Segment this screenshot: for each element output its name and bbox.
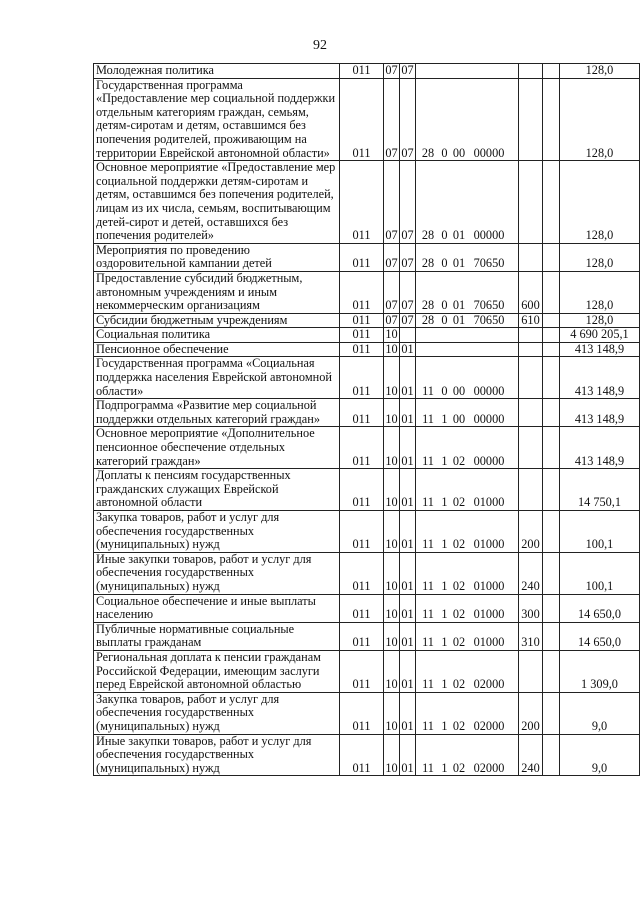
row-rz: 10	[384, 427, 400, 469]
csr-event: 02	[452, 760, 466, 775]
table-row	[94, 243, 640, 271]
row-amount: 128,0	[560, 78, 640, 161]
table-row	[94, 78, 640, 161]
row-ved: 011	[340, 161, 384, 244]
row-csr	[416, 511, 519, 553]
csr-event: 02	[452, 578, 466, 593]
csr-event: 00	[452, 383, 466, 398]
row-vr	[519, 650, 543, 692]
csr-subprogram: 1	[441, 411, 448, 426]
row-ved: 011	[340, 399, 384, 427]
row-vr: 600	[519, 271, 543, 313]
row-ved: 011	[340, 342, 384, 357]
row-empty	[543, 328, 560, 343]
csr-program: 11	[422, 495, 434, 510]
csr-event: 02	[452, 537, 466, 552]
row-vr	[519, 399, 543, 427]
row-rz: 10	[384, 734, 400, 776]
row-pr: 07	[400, 78, 416, 161]
row-csr	[416, 594, 519, 622]
row-empty	[543, 594, 560, 622]
row-csr	[416, 357, 519, 399]
csr-subprogram: 1	[441, 495, 448, 510]
row-amount: 14 750,1	[560, 469, 640, 511]
row-pr	[400, 328, 416, 343]
row-ved: 011	[340, 622, 384, 650]
row-name: Мероприятия по проведению оздоровительной кампании детей	[94, 243, 340, 271]
row-amount: 9,0	[560, 692, 640, 734]
row-empty	[543, 552, 560, 594]
row-csr	[416, 328, 519, 343]
row-name: Доплаты к пенсиям государственных гражданских служащих Еврейской автономной области	[94, 469, 340, 511]
row-empty	[543, 64, 560, 79]
csr-direction: 02000	[473, 677, 505, 692]
row-name: Региональная доплата к пенсии гражданам Российской Федерации, имеющим заслуги перед Еврейской автономной областью	[94, 650, 340, 692]
csr-direction: 01000	[473, 607, 505, 622]
row-csr	[416, 243, 519, 271]
csr-subprogram: 0	[441, 256, 448, 271]
row-csr	[416, 622, 519, 650]
csr-event: 01	[452, 298, 466, 313]
csr-direction: 01000	[473, 537, 505, 552]
csr-subprogram: 1	[441, 578, 448, 593]
csr-direction: 00000	[473, 228, 505, 243]
csr-direction: 00000	[473, 411, 505, 426]
row-vr: 240	[519, 734, 543, 776]
csr-subprogram: 1	[441, 453, 448, 468]
csr-direction: 00000	[473, 383, 505, 398]
row-name: Основное мероприятие «Предоставление мер социальной поддержки детям-сиротам и детям, оставшимся без попечения родителей, лицам из их числа, семьям, воспитывающим детей-сирот и детей, оставшихся без попечения родителей»	[94, 161, 340, 244]
row-rz: 10	[384, 650, 400, 692]
csr-event: 01	[452, 256, 466, 271]
row-vr	[519, 342, 543, 357]
table-row	[94, 511, 640, 553]
row-ved: 011	[340, 427, 384, 469]
row-name: Пенсионное обеспечение	[94, 342, 340, 357]
row-vr: 200	[519, 511, 543, 553]
csr-direction: 70650	[473, 256, 505, 271]
row-pr: 01	[400, 734, 416, 776]
row-rz: 07	[384, 78, 400, 161]
row-rz: 07	[385, 63, 398, 77]
row-name: Закупка товаров, работ и услуг для обеспечения государственных (муниципальных) нужд	[94, 692, 340, 734]
row-amount: 413 148,9	[560, 342, 640, 357]
row-csr	[416, 271, 519, 313]
row-csr	[416, 313, 519, 328]
row-pr: 01	[400, 357, 416, 399]
row-pr: 01	[400, 692, 416, 734]
row-pr: 01	[400, 622, 416, 650]
row-vr	[519, 64, 543, 79]
row-amount: 128,0	[560, 271, 640, 313]
csr-program: 28	[421, 256, 435, 271]
row-amount: 128,0	[560, 161, 640, 244]
row-ved: 011	[340, 594, 384, 622]
table-row	[94, 469, 640, 511]
table-row	[94, 399, 640, 427]
table-row	[94, 650, 640, 692]
row-ved: 011	[340, 328, 384, 343]
row-rz: 07	[384, 271, 400, 313]
csr-subprogram: 1	[441, 677, 448, 692]
row-pr: 07	[400, 243, 416, 271]
csr-direction: 02000	[473, 760, 505, 775]
row-pr: 01	[400, 469, 416, 511]
row-rz: 10	[384, 622, 400, 650]
csr-program: 28	[421, 145, 435, 160]
row-vr	[519, 357, 543, 399]
table-row	[94, 734, 640, 776]
csr-program: 11	[422, 760, 434, 775]
row-pr: 07	[400, 271, 416, 313]
row-empty	[543, 650, 560, 692]
row-rz: 07	[384, 243, 400, 271]
row-rz: 10	[385, 327, 398, 342]
csr-subprogram: 0	[441, 298, 448, 313]
row-amount: 413 148,9	[560, 427, 640, 469]
row-empty	[543, 399, 560, 427]
row-ved: 011	[340, 692, 384, 734]
row-rz: 10	[384, 399, 400, 427]
row-amount: 413 148,9	[560, 399, 640, 427]
row-vr	[519, 161, 543, 244]
row-amount: 9,0	[560, 734, 640, 776]
csr-subprogram: 1	[441, 718, 448, 733]
table-row	[94, 552, 640, 594]
row-pr: 01	[400, 511, 416, 553]
row-vr	[519, 78, 543, 161]
csr-event: 01	[452, 313, 466, 327]
csr-event: 02	[452, 495, 466, 510]
row-pr: 01	[400, 399, 416, 427]
page-number: 92	[313, 38, 327, 53]
csr-program: 11	[422, 607, 434, 622]
row-pr: 01	[401, 342, 414, 356]
row-empty	[543, 78, 560, 161]
csr-direction: 01000	[473, 578, 505, 593]
row-name: Закупка товаров, работ и услуг для обеспечения государственных (муниципальных) нужд	[94, 511, 340, 553]
row-name: Иные закупки товаров, работ и услуг для обеспечения государственных (муниципальных) нужд	[94, 734, 340, 776]
row-amount: 14 650,0	[560, 622, 640, 650]
row-name: Подпрограмма «Развитие мер социальной поддержки отдельных категорий граждан»	[94, 399, 340, 427]
row-csr	[416, 469, 519, 511]
row-vr: 300	[519, 594, 543, 622]
csr-event: 02	[452, 718, 466, 733]
table-row	[94, 357, 640, 399]
table-row	[94, 313, 640, 328]
csr-program: 28	[421, 313, 435, 327]
row-ved: 011	[340, 734, 384, 776]
csr-subprogram: 0	[441, 145, 448, 160]
row-vr: 610	[519, 313, 543, 328]
row-empty	[543, 243, 560, 271]
row-csr	[416, 427, 519, 469]
csr-subprogram: 0	[441, 228, 448, 243]
row-rz: 10	[384, 692, 400, 734]
row-pr: 01	[400, 650, 416, 692]
row-amount: 128,0	[560, 313, 640, 328]
csr-direction: 01000	[473, 635, 505, 650]
csr-program: 28	[421, 228, 435, 243]
row-vr	[519, 427, 543, 469]
row-empty	[543, 161, 560, 244]
row-amount: 413 148,9	[560, 357, 640, 399]
row-pr: 01	[400, 552, 416, 594]
csr-program: 11	[422, 411, 434, 426]
row-empty	[543, 342, 560, 357]
table-row	[94, 594, 640, 622]
row-rz: 10	[384, 357, 400, 399]
row-csr	[416, 734, 519, 776]
table-body	[94, 64, 640, 776]
table-row	[94, 427, 640, 469]
row-name: Субсидии бюджетным учреждениям	[94, 313, 340, 328]
row-name: Основное мероприятие «Дополнительное пенсионное обеспечение отдельных категорий граждан»	[94, 427, 340, 469]
csr-subprogram: 1	[441, 635, 448, 650]
row-vr: 200	[519, 692, 543, 734]
csr-program: 11	[422, 718, 434, 733]
csr-program: 28	[421, 298, 435, 313]
row-csr	[416, 64, 519, 79]
row-rz: 10	[385, 342, 398, 356]
csr-program: 11	[422, 677, 434, 692]
row-rz: 10	[384, 511, 400, 553]
row-ved: 011	[340, 78, 384, 161]
csr-program: 11	[422, 453, 434, 468]
row-pr: 01	[400, 594, 416, 622]
table-row	[94, 692, 640, 734]
row-rz: 10	[384, 469, 400, 511]
row-vr: 310	[519, 622, 543, 650]
csr-event: 02	[452, 677, 466, 692]
row-name: Иные закупки товаров, работ и услуг для обеспечения государственных (муниципальных) нужд	[94, 552, 340, 594]
csr-direction: 00000	[473, 453, 505, 468]
row-empty	[543, 692, 560, 734]
row-ved: 011	[340, 469, 384, 511]
csr-direction: 00000	[473, 145, 505, 160]
row-csr	[416, 399, 519, 427]
row-name: Социальная политика	[94, 328, 340, 343]
row-ved: 011	[340, 511, 384, 553]
row-csr	[416, 692, 519, 734]
row-empty	[543, 469, 560, 511]
row-ved: 011	[340, 650, 384, 692]
row-vr: 240	[519, 552, 543, 594]
row-name: Государственная программа «Предоставление мер социальной поддержки отдельным категориям граждан, семьям, детям-сиротам и детям, оставшимся без попечения родителей, проживающим на территории Еврейской автономной области»	[94, 78, 340, 161]
row-vr	[519, 328, 543, 343]
row-rz: 07	[385, 313, 398, 327]
table-row	[94, 161, 640, 244]
row-rz: 10	[384, 552, 400, 594]
row-amount: 100,1	[560, 511, 640, 553]
table-row	[94, 342, 640, 357]
row-ved: 011	[340, 64, 384, 79]
row-rz: 10	[384, 594, 400, 622]
csr-event: 02	[452, 635, 466, 650]
row-csr	[416, 161, 519, 244]
row-empty	[543, 427, 560, 469]
csr-subprogram: 1	[441, 760, 448, 775]
csr-program: 11	[422, 635, 434, 650]
csr-subprogram: 1	[441, 607, 448, 622]
row-csr	[416, 650, 519, 692]
csr-event: 01	[452, 228, 466, 243]
row-name: Публичные нормативные социальные выплаты гражданам	[94, 622, 340, 650]
csr-direction: 02000	[473, 718, 505, 733]
row-name: Государственная программа «Социальная поддержка населения Еврейской автономной области»	[94, 357, 340, 399]
csr-event: 02	[452, 453, 466, 468]
row-pr: 07	[401, 313, 414, 327]
row-ved: 011	[340, 357, 384, 399]
csr-direction: 70650	[473, 298, 505, 313]
row-amount: 128,0	[560, 64, 640, 79]
row-name: Молодежная политика	[94, 64, 340, 79]
row-amount: 100,1	[560, 552, 640, 594]
row-amount: 128,0	[560, 243, 640, 271]
row-empty	[543, 313, 560, 328]
row-csr	[416, 552, 519, 594]
table-row	[94, 328, 640, 343]
csr-subprogram: 1	[441, 537, 448, 552]
csr-direction: 70650	[473, 313, 505, 327]
row-ved: 011	[340, 313, 384, 328]
csr-subprogram: 0	[441, 313, 448, 327]
row-csr	[416, 342, 519, 357]
row-empty	[543, 271, 560, 313]
budget-table	[93, 63, 640, 776]
table-row	[94, 622, 640, 650]
row-vr	[519, 243, 543, 271]
row-csr	[416, 78, 519, 161]
row-empty	[543, 622, 560, 650]
table-row	[94, 271, 640, 313]
csr-event: 02	[452, 607, 466, 622]
row-name: Социальное обеспечение и иные выплаты населению	[94, 594, 340, 622]
row-amount: 1 309,0	[560, 650, 640, 692]
row-vr	[519, 469, 543, 511]
csr-event: 00	[452, 411, 466, 426]
table-row	[94, 64, 640, 79]
row-ved: 011	[340, 243, 384, 271]
row-amount: 4 690 205,1	[560, 328, 640, 343]
row-amount: 14 650,0	[560, 594, 640, 622]
row-empty	[543, 511, 560, 553]
row-ved: 011	[340, 552, 384, 594]
row-empty	[543, 734, 560, 776]
row-pr: 01	[400, 427, 416, 469]
row-pr: 07	[401, 63, 414, 77]
csr-program: 11	[422, 383, 434, 398]
csr-direction: 01000	[473, 495, 505, 510]
row-ved: 011	[340, 271, 384, 313]
row-pr: 07	[400, 161, 416, 244]
row-rz: 07	[384, 161, 400, 244]
csr-event: 00	[452, 145, 466, 160]
row-name: Предоставление субсидий бюджетным, автономным учреждениям и иным некоммерческим организациям	[94, 271, 340, 313]
csr-program: 11	[422, 578, 434, 593]
csr-subprogram: 0	[441, 383, 448, 398]
csr-program: 11	[422, 537, 434, 552]
row-empty	[543, 357, 560, 399]
